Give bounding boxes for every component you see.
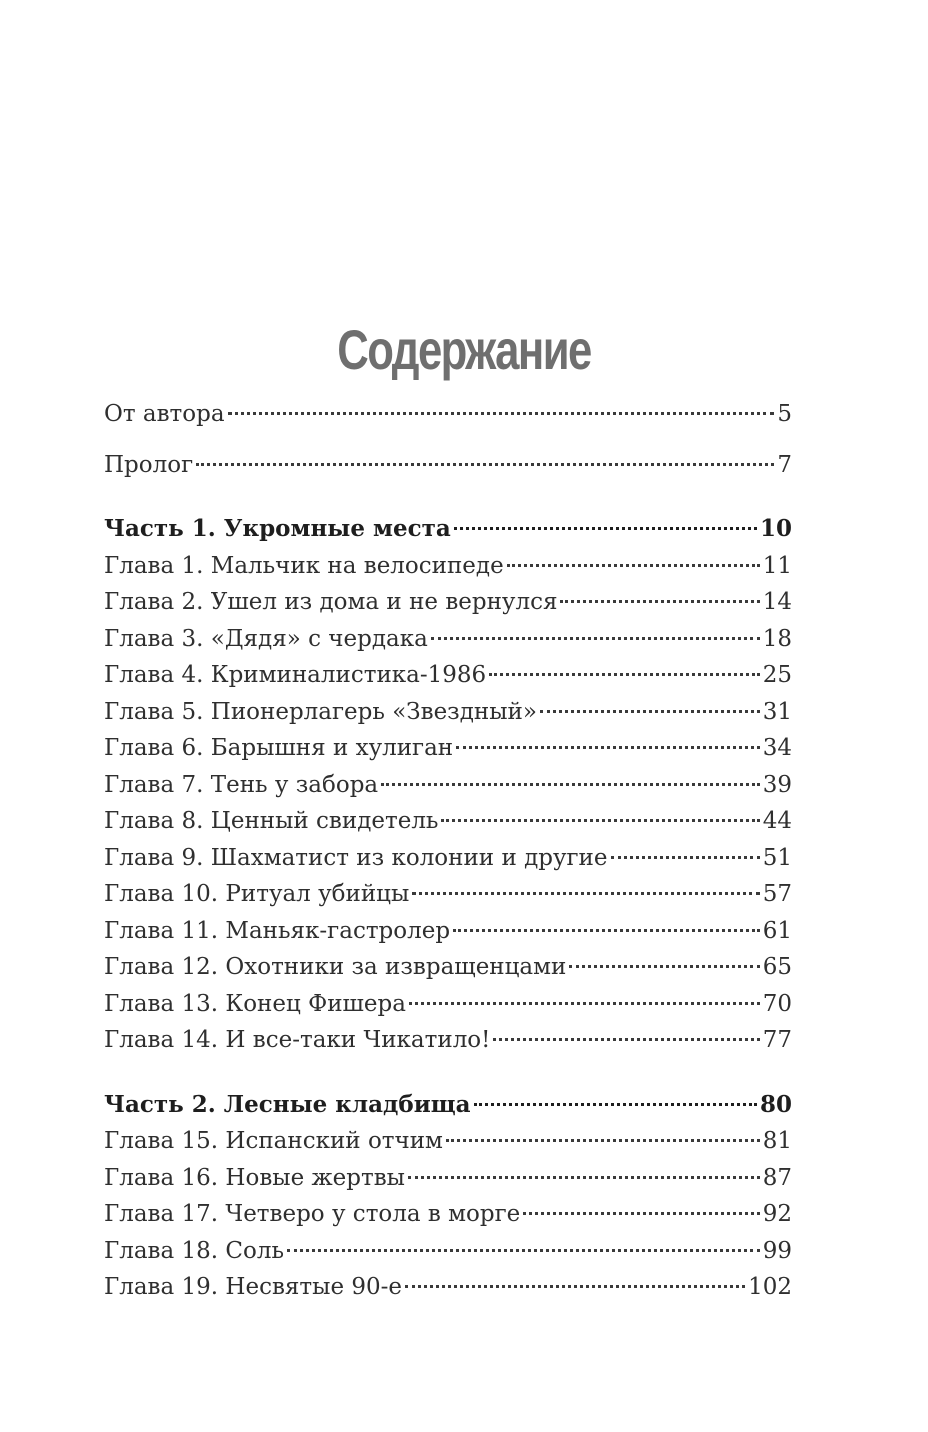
toc-entry-chapter-7 — [104, 767, 792, 804]
toc-entry-label: Глава 13. Конец Фишера — [104, 990, 406, 1017]
toc-entry-page: 10 — [759, 515, 792, 542]
toc-entry-preface — [104, 396, 792, 433]
dot-leader — [405, 1282, 745, 1288]
toc-entry-label: Глава 4. Криминалистика-1986 — [104, 662, 487, 688]
dot-leader — [196, 460, 774, 466]
toc-entry-chapter-12 — [104, 949, 792, 986]
toc-entry-label: Глава 19. Несвятые 90-е — [104, 1274, 403, 1300]
toc-entry-page: 25 — [762, 662, 792, 688]
toc-entry-chapter-6 — [104, 730, 792, 767]
toc-entry-label: Глава 16. Новые жертвы — [104, 1164, 405, 1191]
toc-entry-label: Глава 11. Маньяк-гастролер — [104, 917, 451, 944]
dot-leader — [489, 670, 760, 676]
dot-leader — [408, 1173, 760, 1179]
toc-entry-label: Глава 3. «Дядя» с чердака — [104, 625, 428, 652]
dot-leader — [454, 524, 757, 530]
toc-entry-chapter-1 — [104, 548, 792, 585]
toc-entry-page: 18 — [762, 625, 792, 652]
toc-entry-label: Глава 17. Четверо у стола в морге — [104, 1201, 521, 1227]
toc-entry-chapter-2 — [104, 584, 792, 621]
toc-entry-label: Глава 8. Ценный свидетель — [104, 808, 439, 834]
toc-entry-label: Глава 18. Соль — [104, 1237, 284, 1264]
dot-leader — [474, 1100, 757, 1106]
dot-leader — [456, 743, 760, 749]
toc-entry-label: Глава 14. И все-таки Чикатило! — [104, 1027, 491, 1053]
dot-leader — [560, 597, 759, 603]
toc-entry-page: 7 — [777, 451, 792, 478]
toc-entry-page: 81 — [762, 1128, 792, 1154]
toc-entry-chapter-9 — [104, 840, 792, 877]
toc-entry-page: 87 — [762, 1164, 792, 1191]
toc-entry-label: Глава 6. Барышня и хулиган — [104, 735, 454, 761]
dot-leader — [441, 816, 759, 822]
toc-part-2 — [104, 1087, 792, 1124]
dot-leader — [493, 1035, 759, 1041]
toc-entry-chapter-5 — [104, 694, 792, 731]
toc-entry-page: 34 — [762, 735, 792, 761]
toc-entry-page: 65 — [762, 954, 792, 980]
toc-entry-label: Часть 2. Лесные кладбища — [104, 1090, 471, 1118]
toc-entry-chapter-11 — [104, 913, 792, 950]
toc-entry-label: Глава 7. Тень у забора — [104, 771, 379, 798]
toc-entry-page: 31 — [762, 698, 792, 725]
toc-entry-chapter-17 — [104, 1196, 792, 1233]
dot-leader — [453, 926, 760, 932]
toc-entry-label: Глава 2. Ушел из дома и не вернулся — [104, 589, 558, 615]
toc-entry-chapter-16 — [104, 1160, 792, 1197]
toc-entry-label: Глава 1. Мальчик на велосипеде — [104, 552, 504, 579]
toc-entry-label: Часть 1. Укромные места — [104, 515, 451, 542]
toc-entry-page: 57 — [762, 881, 792, 907]
toc-part-1 — [104, 511, 792, 548]
toc-entry-page: 92 — [762, 1201, 792, 1227]
toc-entry-chapter-8 — [104, 803, 792, 840]
toc-entry-chapter-3 — [104, 621, 792, 658]
toc-entry-page: 11 — [762, 552, 792, 579]
toc-entry-label: Глава 5. Пионерлагерь «Звездный» — [104, 698, 537, 725]
toc-entry-page: 80 — [759, 1090, 792, 1118]
toc-entry-page: 102 — [748, 1274, 792, 1300]
dot-leader — [409, 999, 760, 1005]
dot-leader — [611, 853, 760, 859]
toc-entry-label: Глава 12. Охотники за извращенцами — [104, 954, 567, 980]
dot-leader — [381, 780, 760, 786]
dot-leader — [507, 561, 760, 567]
toc-entry-label: Глава 15. Испанский отчим — [104, 1128, 443, 1154]
toc-entry-chapter-15 — [104, 1123, 792, 1160]
dot-leader — [523, 1209, 759, 1215]
dot-leader — [569, 962, 759, 968]
toc-entry-chapter-10 — [104, 876, 792, 913]
toc-entry-chapter-19 — [104, 1269, 792, 1306]
toc-entry-page: 61 — [762, 917, 792, 944]
toc-entry-chapter-14 — [104, 1022, 792, 1059]
dot-leader — [228, 409, 775, 415]
toc-entry-chapter-4 — [104, 657, 792, 694]
toc-entry-page: 70 — [762, 990, 792, 1017]
toc-entry-label: Глава 10. Ритуал убийцы — [104, 881, 410, 907]
toc-entry-label: Глава 9. Шахматист из колонии и другие — [104, 844, 608, 871]
toc-entry-page: 51 — [762, 844, 792, 871]
table-of-contents — [104, 396, 792, 1306]
dot-leader — [412, 889, 759, 895]
toc-entry-page: 5 — [777, 401, 792, 427]
page-title: Содержание — [337, 318, 591, 381]
toc-entry-label: От автора — [104, 401, 225, 427]
toc-entry-page: 99 — [762, 1237, 792, 1264]
toc-entry-page: 39 — [762, 771, 792, 798]
toc-entry-chapter-18 — [104, 1233, 792, 1270]
toc-entry-prologue — [104, 447, 792, 484]
dot-leader — [287, 1246, 760, 1252]
dot-leader — [540, 707, 760, 713]
toc-entry-chapter-13 — [104, 986, 792, 1023]
dot-leader — [431, 634, 760, 640]
dot-leader — [446, 1136, 760, 1142]
toc-entry-page: 77 — [762, 1027, 792, 1053]
toc-entry-page: 14 — [762, 589, 792, 615]
toc-entry-label: Пролог — [104, 451, 194, 478]
toc-entry-page: 44 — [762, 808, 792, 834]
